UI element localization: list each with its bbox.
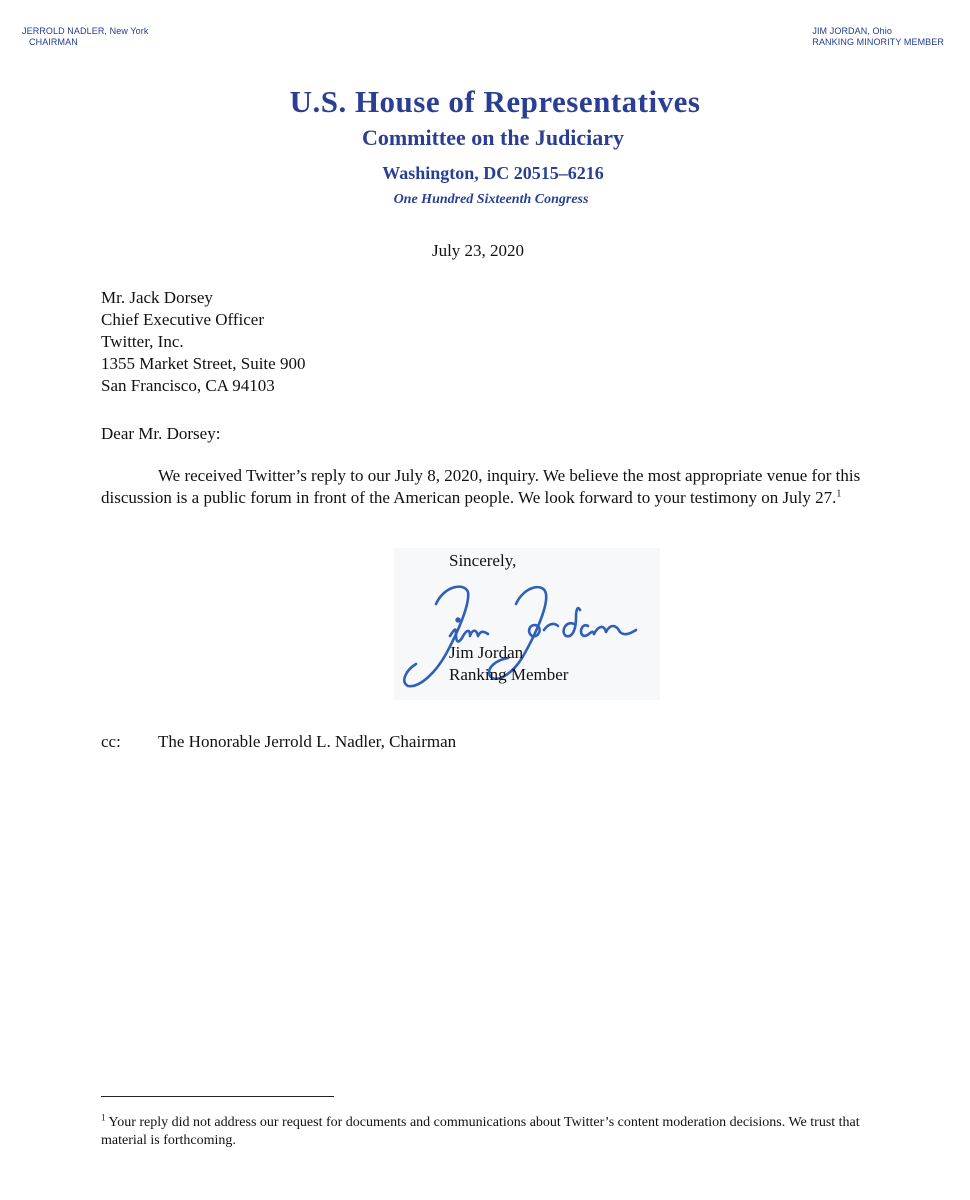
body-paragraph — [101, 465, 871, 509]
signer-block — [449, 642, 568, 686]
footnote-divider — [101, 1096, 334, 1097]
address-line: Twitter, Inc. — [101, 332, 184, 351]
letterhead-committee: Committee on the Judiciary — [361, 125, 625, 150]
cc-label: cc: — [101, 732, 121, 751]
letter-date: July 23, 2020 — [431, 241, 525, 260]
ranking-member-name: JIM JORDAN, Ohio — [812, 26, 892, 36]
letterhead-congress: One Hundred Sixteenth Congress — [393, 192, 589, 207]
address-line: San Francisco, CA 94103 — [101, 376, 275, 395]
address-line: Chief Executive Officer — [101, 310, 265, 329]
chairman-block — [22, 26, 148, 48]
cc-line — [101, 732, 456, 752]
cc-recipient: The Honorable Jerrold L. Nadler, Chairman — [158, 732, 457, 751]
recipient-address — [101, 287, 305, 397]
ranking-member-block — [812, 26, 944, 48]
signer-title: Ranking Member — [449, 665, 569, 684]
address-line: Mr. Jack Dorsey — [101, 288, 213, 307]
salutation: Dear Mr. Dorsey: — [101, 424, 221, 443]
closing: Sincerely, — [449, 551, 517, 570]
signer-name: Jim Jordan — [449, 643, 524, 662]
chairman-role: CHAIRMAN — [29, 37, 78, 47]
footnote-text: Your reply did not address our request for documents and communications about Twitter’s content moderation decisions. We trust that material is forthcoming. — [101, 1115, 860, 1148]
letterhead-house: U.S. House of Representatives — [289, 84, 701, 119]
footnote — [101, 1114, 871, 1150]
letterhead — [0, 82, 970, 212]
chairman-name: JERROLD NADLER, New York — [22, 26, 149, 36]
address-line: 1355 Market Street, Suite 900 — [101, 354, 306, 373]
ranking-member-role: RANKING MINORITY MEMBER — [812, 37, 944, 47]
footnote-reference: 1 — [836, 488, 842, 500]
letterhead-city: Washington, DC 20515–6216 — [382, 163, 604, 183]
footnote-marker: 1 — [101, 1112, 106, 1123]
body-text: We received Twitter’s reply to our July 8, 2020, inquiry. We believe the most appropriate venue for this discussion is a public forum in front of the American people. We look forward to your testimony on July 27. — [101, 466, 861, 507]
